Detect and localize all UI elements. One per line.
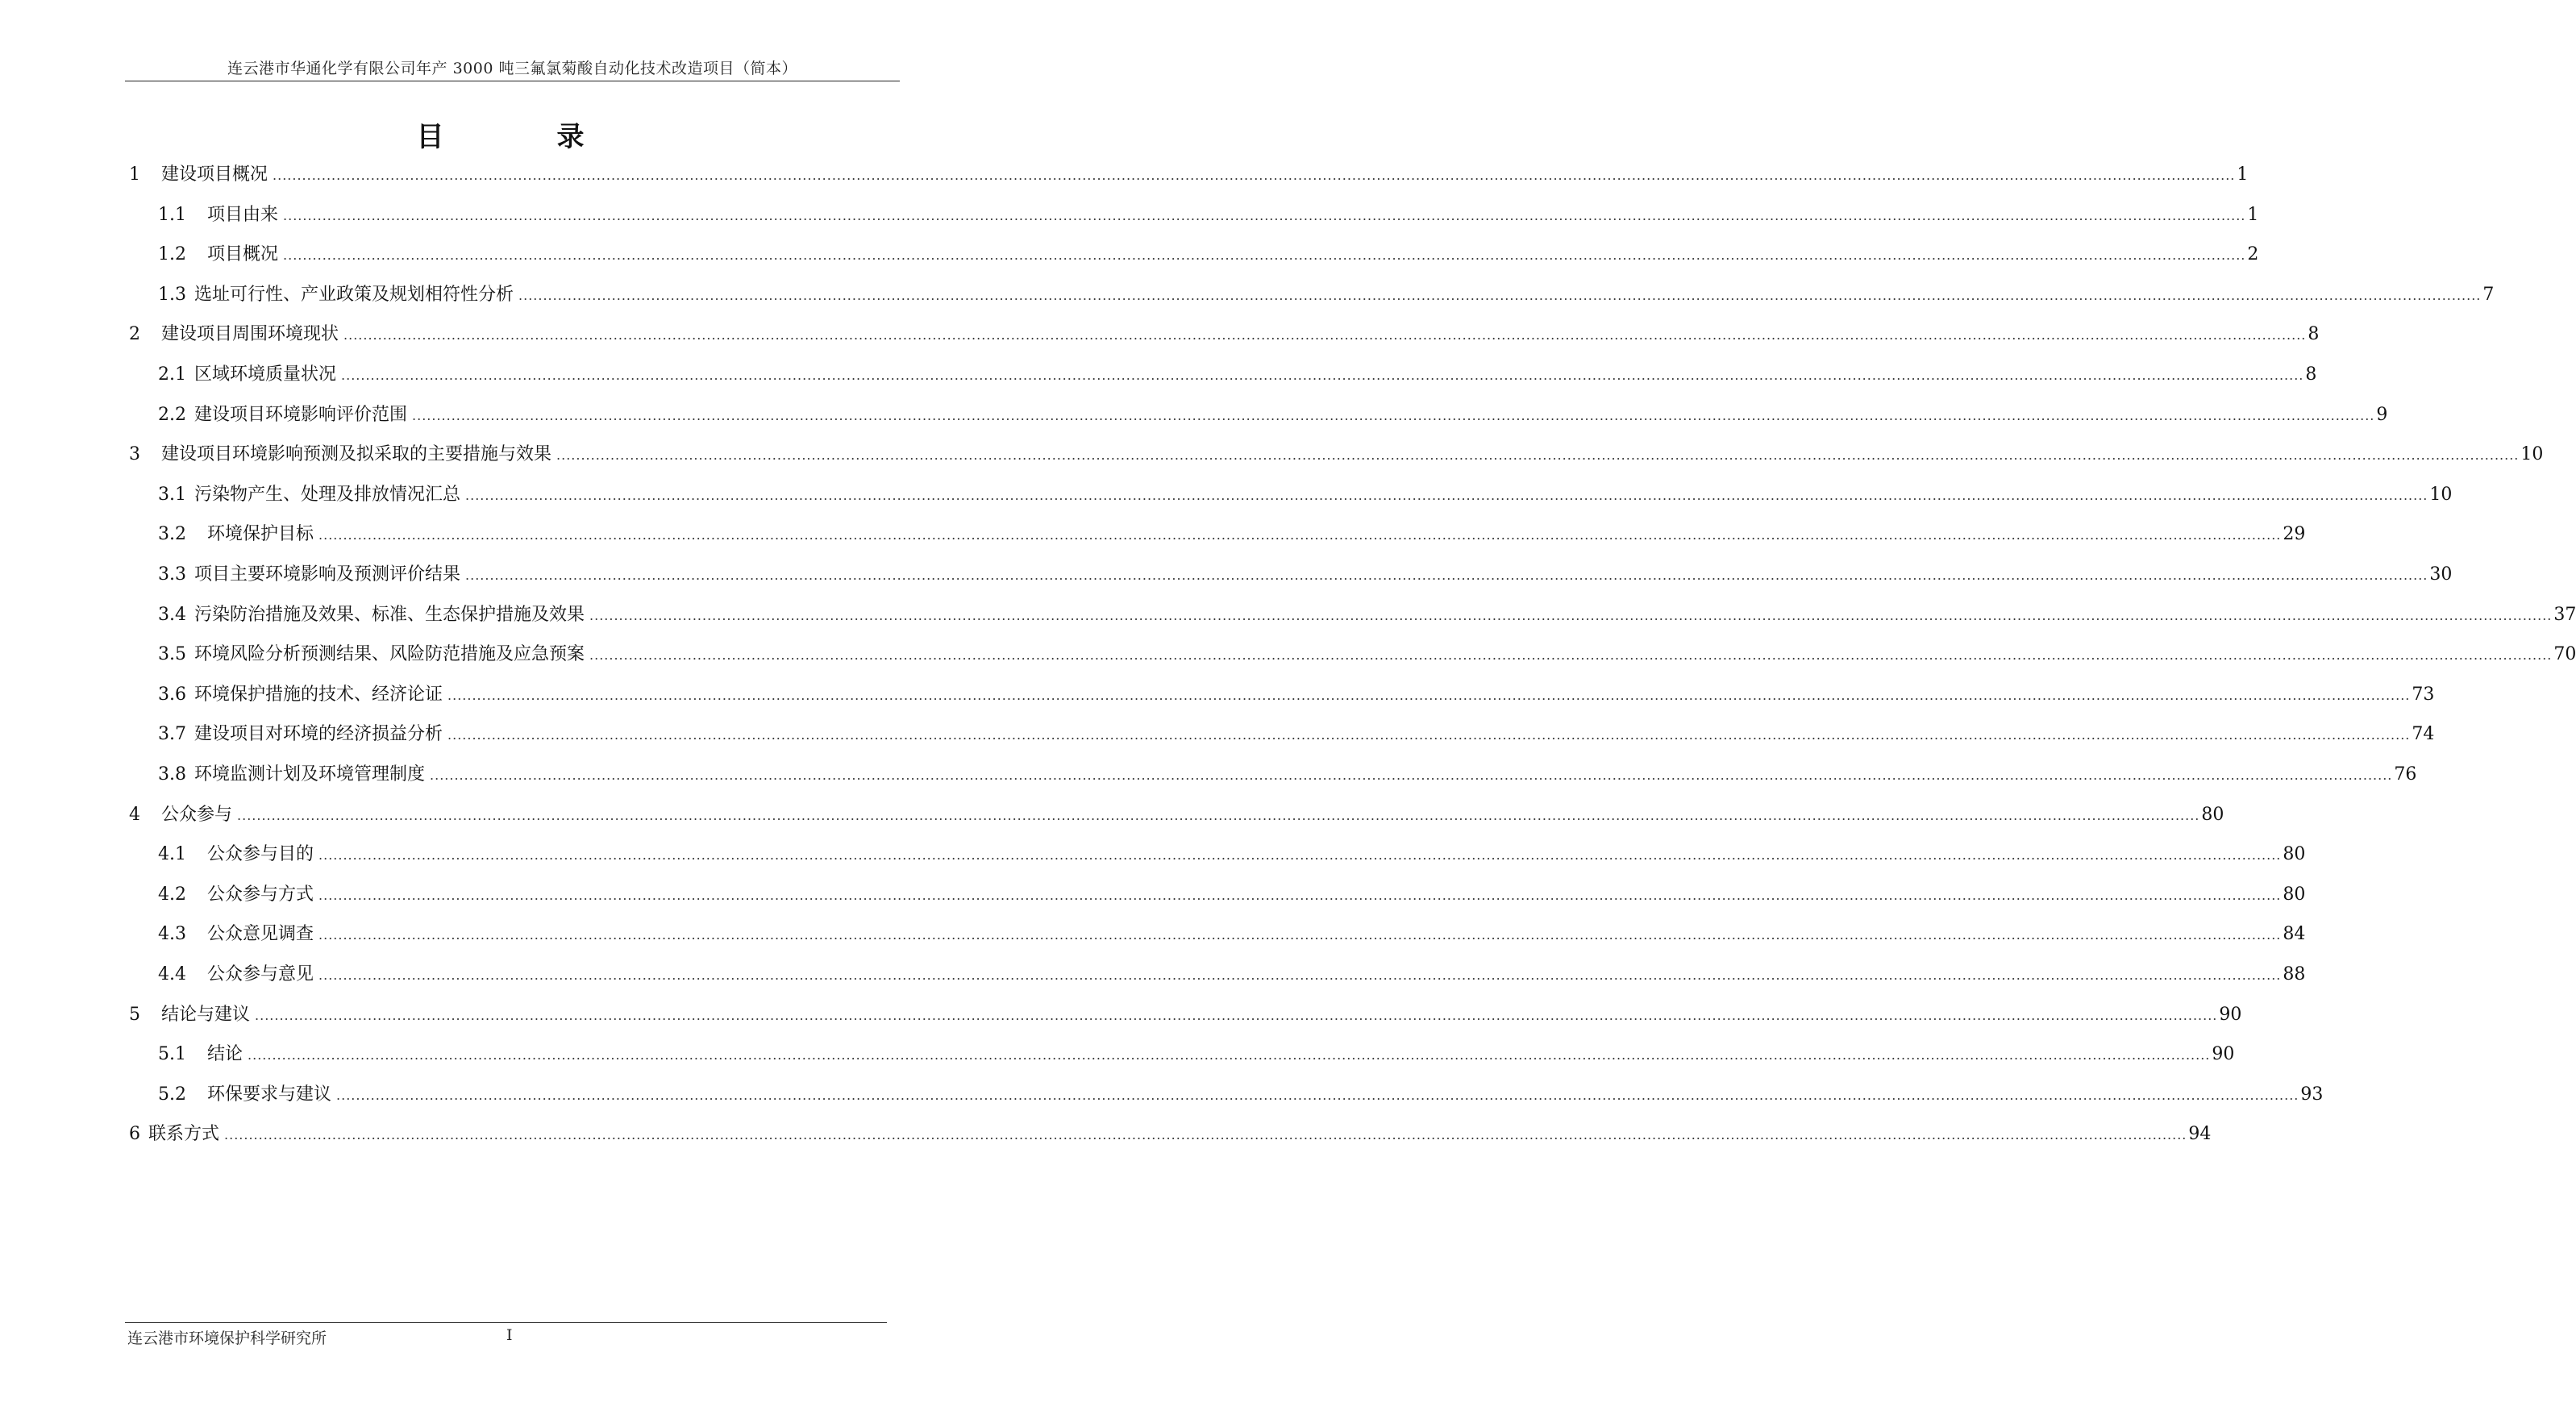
toc-dot-leader: ................................................................................................................................................................................................................................................................................................................................................................................................................ bbox=[283, 207, 2246, 223]
toc-entry-label: 建设项目周围环境现状 bbox=[161, 324, 339, 345]
toc-entry[interactable] bbox=[158, 683, 2435, 708]
toc-entry-label: 建设项目环境影响预测及拟采取的主要措施与效果 bbox=[161, 444, 552, 465]
toc-entry[interactable] bbox=[158, 243, 2259, 268]
toc-dot-leader: ................................................................................................................................................................................................................................................................................................................................................................................................................ bbox=[341, 368, 2304, 383]
toc-entry-page: 80 bbox=[2283, 844, 2306, 865]
toc-entry[interactable] bbox=[129, 163, 2249, 188]
toc-entry[interactable] bbox=[158, 722, 2435, 747]
toc-dot-leader: ................................................................................................................................................................................................................................................................................................................................................................................................................ bbox=[255, 1007, 2218, 1023]
toc-entry-number: 6 bbox=[129, 1124, 140, 1145]
toc-entry-label: 结论 bbox=[207, 1044, 243, 1065]
toc-entry[interactable] bbox=[158, 1043, 2235, 1067]
toc-entry-number: 2.2 bbox=[158, 404, 186, 425]
toc-dot-leader: ................................................................................................................................................................................................................................................................................................................................................................................................................ bbox=[465, 487, 2428, 503]
toc-entry-label: 公众参与目的 bbox=[207, 844, 314, 865]
toc-entry-page: 2 bbox=[2247, 244, 2259, 265]
toc-dot-leader: ................................................................................................................................................................................................................................................................................................................................................................................................................ bbox=[343, 327, 2307, 343]
toc-entry-number: 4.1 bbox=[158, 844, 186, 865]
toc-entry[interactable] bbox=[129, 1122, 2212, 1147]
toc-dot-leader: ................................................................................................................................................................................................................................................................................................................................................................................................................ bbox=[318, 927, 2282, 943]
toc-entry-page: 73 bbox=[2412, 684, 2435, 705]
toc-entry-label: 公众参与方式 bbox=[207, 884, 314, 905]
toc-dot-leader: ................................................................................................................................................................................................................................................................................................................................................................................................................ bbox=[273, 168, 2236, 183]
toc-dot-leader: ................................................................................................................................................................................................................................................................................................................................................................................................................ bbox=[556, 447, 2520, 464]
toc-entry[interactable] bbox=[158, 522, 2306, 547]
toc-entry-label: 环境保护措施的技术、经济论证 bbox=[194, 684, 443, 705]
toc-entry-page: 37 bbox=[2553, 604, 2576, 625]
toc-entry-number: 2.1 bbox=[158, 364, 186, 385]
toc-entry[interactable] bbox=[129, 323, 2320, 348]
toc-entry-label: 建设项目概况 bbox=[161, 164, 268, 185]
page-header-title: 连云港市华通化学有限公司年产 3000 吨三氟氯菊酸自动化技术改造项目（简本） bbox=[227, 60, 797, 77]
toc-entry-number: 4.4 bbox=[158, 964, 186, 984]
toc-dot-leader: ................................................................................................................................................................................................................................................................................................................................................................................................................ bbox=[318, 847, 2282, 864]
toc-entry-page: 94 bbox=[2188, 1124, 2212, 1145]
toc-entry-label: 建设项目环境影响评价范围 bbox=[194, 404, 408, 425]
toc-entry-page: 7 bbox=[2482, 284, 2495, 305]
toc-entry[interactable] bbox=[158, 203, 2259, 228]
toc-entry-number: 5 bbox=[129, 1004, 140, 1025]
toc-entry-label: 结论与建议 bbox=[161, 1004, 251, 1025]
toc-entry-number: 1.2 bbox=[158, 244, 186, 265]
toc-dot-leader: ................................................................................................................................................................................................................................................................................................................................................................................................................ bbox=[248, 1047, 2211, 1063]
toc-entry-number: 1 bbox=[129, 164, 140, 185]
toc-entry-number: 3.1 bbox=[158, 484, 186, 505]
toc-entry-page: 93 bbox=[2300, 1084, 2324, 1105]
toc-entry-number: 1.3 bbox=[158, 284, 186, 305]
toc-entry-number: 4.3 bbox=[158, 924, 186, 945]
footer-page-number: I bbox=[506, 1326, 513, 1344]
toc-dot-leader: ................................................................................................................................................................................................................................................................................................................................................................................................................ bbox=[283, 248, 2246, 264]
toc-entry-number: 3.5 bbox=[158, 644, 186, 665]
toc-entry-page: 8 bbox=[2308, 324, 2320, 345]
toc-entry-page: 29 bbox=[2283, 524, 2306, 545]
toc-entry-number: 3.6 bbox=[158, 684, 186, 705]
toc-entry-page: 74 bbox=[2412, 724, 2435, 745]
toc-entry-number: 3.7 bbox=[158, 724, 186, 745]
toc-entry-page: 80 bbox=[2283, 884, 2306, 905]
footer-organization: 连云港市环境保护科学研究所 bbox=[127, 1330, 327, 1347]
toc-entry-page: 76 bbox=[2394, 764, 2417, 784]
footer-divider bbox=[125, 1322, 887, 1323]
toc-entry-label: 环境保护目标 bbox=[207, 524, 314, 545]
toc-entry-number: 4.2 bbox=[158, 884, 186, 905]
toc-entry-label: 环保要求与建议 bbox=[207, 1084, 332, 1105]
toc-entry-page: 80 bbox=[2201, 804, 2224, 825]
toc-entry-label: 污染防治措施及效果、标准、生态保护措施及效果 bbox=[194, 604, 585, 625]
toc-dot-leader: ................................................................................................................................................................................................................................................................................................................................................................................................................ bbox=[318, 887, 2282, 903]
toc-entry-label: 建设项目对环境的经济损益分析 bbox=[194, 724, 443, 745]
toc-entry-number: 4 bbox=[129, 804, 140, 825]
toc-entry-label: 项目概况 bbox=[207, 244, 279, 265]
toc-entry[interactable] bbox=[158, 363, 2317, 388]
toc-dot-leader: ................................................................................................................................................................................................................................................................................................................................................................................................................ bbox=[447, 727, 2411, 743]
toc-entry[interactable] bbox=[129, 443, 2544, 468]
toc-entry-page: 84 bbox=[2283, 924, 2306, 945]
toc-entry[interactable] bbox=[158, 763, 2417, 788]
toc-entry-number: 3.8 bbox=[158, 764, 186, 784]
toc-entry-label: 环境监测计划及环境管理制度 bbox=[194, 764, 426, 784]
toc-dot-leader: ................................................................................................................................................................................................................................................................................................................................................................................................................ bbox=[318, 527, 2282, 543]
toc-entry-page: 30 bbox=[2429, 564, 2453, 585]
toc-entry[interactable] bbox=[158, 563, 2453, 588]
toc-entry-number: 5.1 bbox=[158, 1044, 186, 1065]
toc-entry-number: 3.2 bbox=[158, 524, 186, 545]
toc-dot-leader: ................................................................................................................................................................................................................................................................................................................................................................................................................ bbox=[518, 287, 2482, 303]
toc-entry-page: 10 bbox=[2520, 444, 2544, 465]
toc-entry[interactable] bbox=[129, 1003, 2242, 1028]
toc-dot-leader: ................................................................................................................................................................................................................................................................................................................................................................................................................ bbox=[336, 1087, 2299, 1103]
toc-entry-label: 公众意见调查 bbox=[207, 924, 314, 945]
toc-dot-leader: ................................................................................................................................................................................................................................................................................................................................................................................................................ bbox=[237, 807, 2200, 823]
toc-entry-page: 8 bbox=[2305, 364, 2317, 385]
toc-entry[interactable] bbox=[158, 883, 2306, 908]
toc-entry-label: 选址可行性、产业政策及规划相符性分析 bbox=[194, 284, 514, 305]
toc-entry-number: 3.3 bbox=[158, 564, 186, 585]
toc-dot-leader: ................................................................................................................................................................................................................................................................................................................................................................................................................ bbox=[447, 687, 2411, 703]
toc-entry-label: 公众参与 bbox=[161, 804, 233, 825]
toc-entry-label: 区域环境质量状况 bbox=[194, 364, 337, 385]
toc-entry-number: 2 bbox=[129, 324, 140, 345]
toc-dot-leader: ................................................................................................................................................................................................................................................................................................................................................................................................................ bbox=[589, 647, 2553, 664]
toc-entry[interactable] bbox=[158, 643, 2576, 668]
toc-entry[interactable] bbox=[158, 403, 2388, 428]
toc-entry-page: 70 bbox=[2553, 644, 2576, 665]
toc-entry-page: 1 bbox=[2247, 204, 2259, 225]
toc-entry[interactable] bbox=[158, 843, 2306, 868]
toc-entry-label: 项目主要环境影响及预测评价结果 bbox=[194, 564, 461, 585]
toc-dot-leader: ................................................................................................................................................................................................................................................................................................................................................................................................................ bbox=[589, 607, 2553, 623]
toc-dot-leader: ................................................................................................................................................................................................................................................................................................................................................................................................................ bbox=[318, 968, 2282, 983]
toc-entry-page: 9 bbox=[2376, 404, 2388, 425]
toc-dot-leader: ................................................................................................................................................................................................................................................................................................................................................................................................................ bbox=[430, 768, 2393, 783]
toc-entry[interactable] bbox=[158, 483, 2453, 508]
toc-entry-number: 5.2 bbox=[158, 1084, 186, 1105]
toc-entry[interactable] bbox=[158, 1083, 2324, 1108]
toc-entry-page: 90 bbox=[2212, 1044, 2235, 1065]
toc-entry[interactable] bbox=[158, 922, 2306, 947]
toc-entry-label: 联系方式 bbox=[148, 1124, 220, 1145]
toc-entry-page: 88 bbox=[2283, 964, 2306, 984]
toc-dot-leader: ................................................................................................................................................................................................................................................................................................................................................................................................................ bbox=[465, 568, 2428, 583]
toc-entry-label: 项目由来 bbox=[207, 204, 279, 225]
toc-title-char-2: 录 bbox=[556, 121, 585, 153]
toc-entry[interactable] bbox=[158, 963, 2306, 988]
toc-entry[interactable] bbox=[158, 283, 2495, 308]
toc-entry-label: 污染物产生、处理及排放情况汇总 bbox=[194, 484, 461, 505]
toc-entry[interactable] bbox=[129, 803, 2224, 828]
toc-entry-page: 90 bbox=[2219, 1004, 2242, 1025]
toc-title bbox=[0, 114, 1001, 154]
toc-dot-leader: ................................................................................................................................................................................................................................................................................................................................................................................................................ bbox=[224, 1127, 2187, 1143]
toc-entry-page: 10 bbox=[2429, 484, 2453, 505]
toc-title-char-1: 目 bbox=[416, 121, 444, 153]
toc-entry-number: 3.4 bbox=[158, 604, 186, 625]
toc-entry[interactable] bbox=[158, 603, 2576, 628]
toc-entry-label: 公众参与意见 bbox=[207, 964, 314, 984]
toc-entry-page: 1 bbox=[2237, 164, 2249, 185]
toc-dot-leader: ................................................................................................................................................................................................................................................................................................................................................................................................................ bbox=[412, 407, 2375, 423]
toc-entry-number: 1.1 bbox=[158, 204, 186, 225]
toc-entry-number: 3 bbox=[129, 444, 140, 465]
toc-entry-label: 环境风险分析预测结果、风险防范措施及应急预案 bbox=[194, 644, 585, 665]
